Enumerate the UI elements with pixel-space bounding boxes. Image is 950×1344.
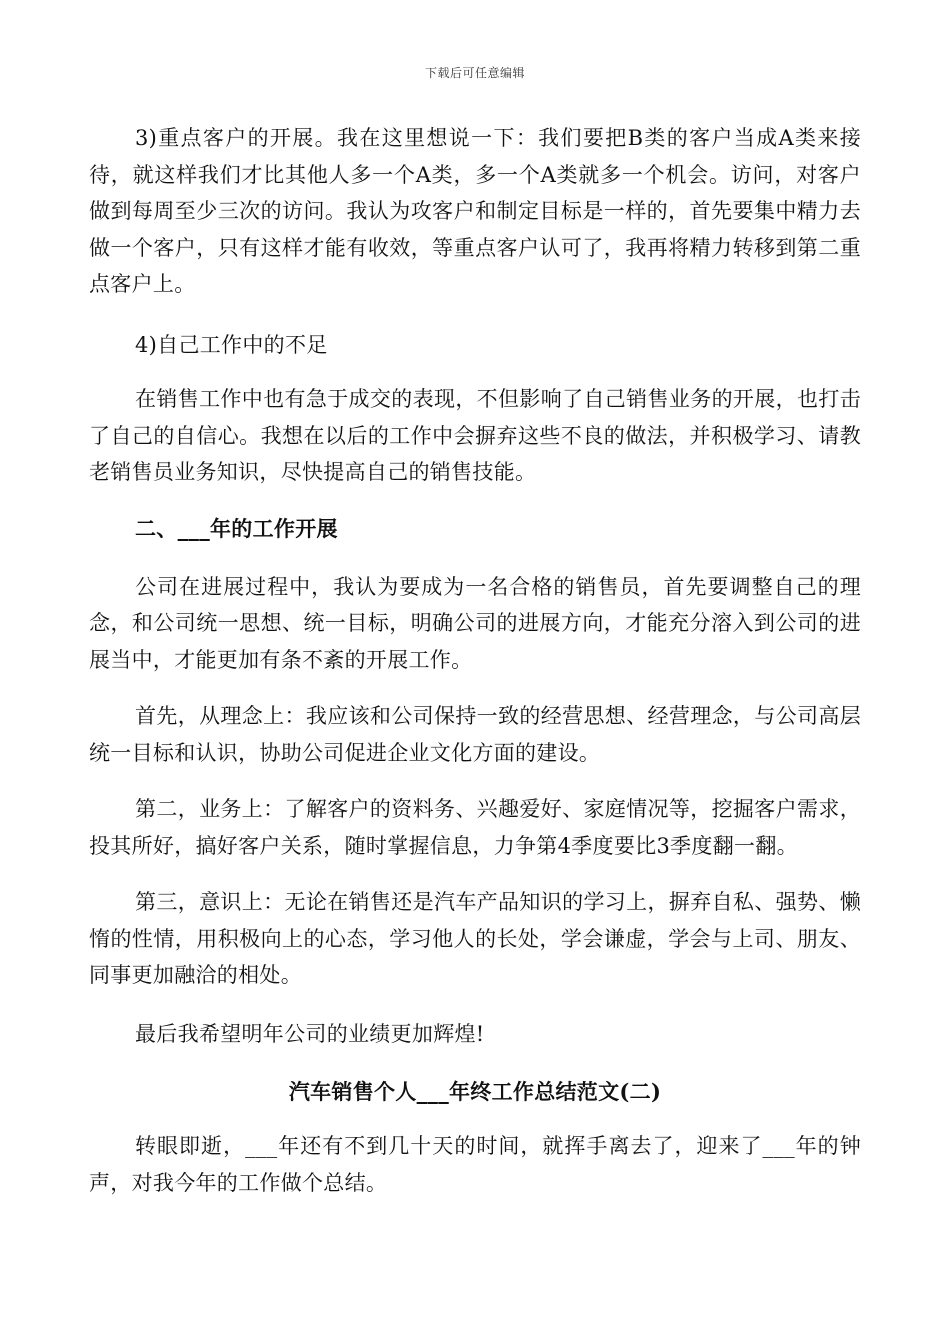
paragraph-shortcomings-title: 4)自己工作中的不足 <box>135 332 328 357</box>
paragraph-first: 首先，从理念上：我应该和公司保持一致的经营思想、经营理念，与公司高层统一目标和认识，协助公司促进企业文化方面的建设。 <box>89 704 861 765</box>
section-heading-work-plan: 二、___年的工作开展 <box>135 515 338 541</box>
paragraph-second: 第二，业务上：了解客户的资料务、兴趣爱好、家庭情况等，挖掘客户需求，投其所好，搞好客户关系，随时掌握信息，力争第4季度要比3季度翻一翻。 <box>89 797 861 858</box>
paragraph-company: 公司在进展过程中，我认为要成为一名合格的销售员，首先要调整自己的理念，和公司统一思想、统一目标，明确公司的进展方向，才能充分溶入到公司的进展当中，才能更加有条不紊的开展工作。 <box>89 574 861 672</box>
document-body <box>89 120 861 1201</box>
paragraph-key-customers: 3)重点客户的开展。我在这里想说一下：我们要把B类的客户当成A类来接待，就这样我们才比其他人多一个A类，多一个A类就多一个机会。访问，对客户做到每周至少三次的访问。我认为攻客户和制定目标是一样的，首先要集中精力去做一个客户，只有这样才能有收效，等重点客户认可了，我再将精力转移到第二重点客户上。 <box>89 126 861 296</box>
paragraph-shortcomings: 在销售工作中也有急于成交的表现，不但影响了自己销售业务的开展，也打击了自己的自信心。我想在以后的工作中会摒弃这些不良的做法，并积极学习、请教老销售员业务知识，尽快提高自己的销售技能。 <box>89 387 861 484</box>
essay-two-title: 汽车销售个人___年终工作总结范文(二) <box>288 1079 662 1104</box>
paragraph-final: 最后我希望明年公司的业绩更加辉煌! <box>135 1021 485 1046</box>
header-note: 下载后可任意编辑 <box>424 66 525 80</box>
paragraph-third: 第三，意识上：无论在销售还是汽车产品知识的学习上，摒弃自私、强势、懒惰的性情，用积极向上的心态，学习他人的长处，学会谦虚，学会与上司、朋友、同事更加融洽的相处。 <box>89 890 861 987</box>
paragraph-essay-two-intro: 转眼即逝，___年还有不到几十天的时间，就挥手离去了，迎来了___年的钟声，对我今年的工作做个总结。 <box>89 1134 861 1195</box>
